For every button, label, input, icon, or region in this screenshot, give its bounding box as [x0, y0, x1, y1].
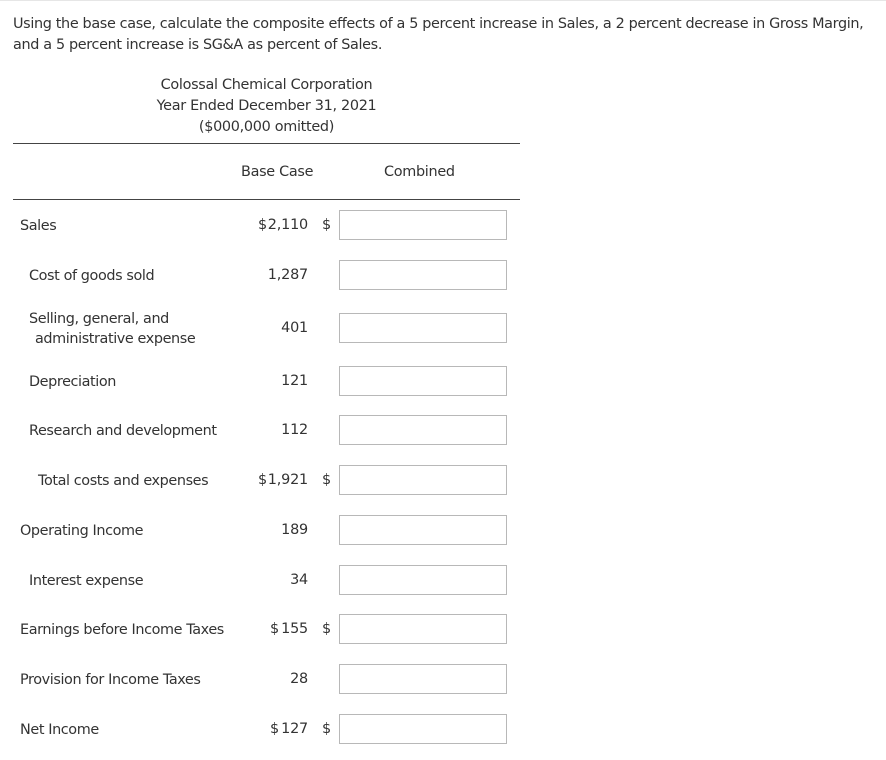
- statement-header: [13, 75, 520, 138]
- row-label-depreciation: Depreciation: [29, 374, 117, 390]
- base-value-operating-income: 189: [281, 522, 308, 538]
- base-value-depreciation: 121: [281, 373, 308, 389]
- row-label-net-income: Net Income: [20, 722, 99, 738]
- input-dollar-sign: $: [322, 621, 332, 637]
- combined-input-sga[interactable]: [339, 313, 507, 343]
- column-header-combined: Combined: [384, 164, 455, 180]
- statement-period: Year Ended December 31, 2021: [156, 98, 377, 114]
- combined-input-depreciation[interactable]: [339, 366, 507, 396]
- combined-input-net-income[interactable]: [339, 714, 507, 744]
- base-value-total-costs: 1,921: [267, 472, 308, 488]
- question-text: Using the base case, calculate the composite effects of a 5 percent increase in Sales, a 2 percent decrease in Gross Margin, and a 5 percent increase is SG&A as percent of Sales.: [13, 16, 864, 53]
- combined-input-rd[interactable]: [339, 415, 507, 445]
- header-rule-top: [13, 143, 520, 144]
- header-rule-bottom: [13, 199, 520, 200]
- company-name: Colossal Chemical Corporation: [160, 77, 373, 93]
- row-label-provision-income-taxes: Provision for Income Taxes: [20, 672, 201, 688]
- input-dollar-sign: $: [322, 472, 332, 488]
- base-dollar-sign: $: [258, 472, 268, 488]
- combined-input-total-costs[interactable]: [339, 465, 507, 495]
- input-dollar-sign: $: [322, 721, 332, 737]
- combined-input-provision-taxes[interactable]: [339, 664, 507, 694]
- row-label-interest-expense: Interest expense: [29, 573, 144, 589]
- base-value-interest-expense: 34: [290, 572, 308, 588]
- base-value-earnings-before-taxes: 155: [281, 621, 308, 637]
- row-label-sales: Sales: [20, 218, 57, 234]
- combined-input-interest-expense[interactable]: [339, 565, 507, 595]
- row-label-research-development: Research and development: [29, 423, 217, 439]
- combined-input-sales[interactable]: [339, 210, 507, 240]
- row-label-sga-line2: administrative expense: [35, 331, 196, 347]
- base-value-provision-taxes: 28: [290, 671, 308, 687]
- column-header-base-case: Base Case: [241, 164, 314, 180]
- row-label-cost-of-goods-sold: Cost of goods sold: [29, 268, 155, 284]
- base-value-sales: 2,110: [267, 217, 308, 233]
- combined-input-operating-income[interactable]: [339, 515, 507, 545]
- input-dollar-sign: $: [322, 217, 332, 233]
- base-value-cogs: 1,287: [267, 267, 308, 283]
- row-label-sga-line1: Selling, general, and: [29, 311, 169, 327]
- base-dollar-sign: $: [270, 721, 280, 737]
- row-label-operating-income: Operating Income: [20, 523, 144, 539]
- base-dollar-sign: $: [270, 621, 280, 637]
- statement-units: ($000,000 omitted): [198, 119, 335, 135]
- base-value-sga: 401: [281, 320, 308, 336]
- base-value-rd: 112: [281, 422, 308, 438]
- base-value-net-income: 127: [281, 721, 308, 737]
- row-label-earnings-before-taxes: Earnings before Income Taxes: [20, 622, 224, 638]
- row-label-total-costs: Total costs and expenses: [38, 473, 209, 489]
- base-dollar-sign: $: [258, 217, 268, 233]
- top-divider: [0, 0, 886, 1]
- combined-input-earnings-before-taxes[interactable]: [339, 614, 507, 644]
- combined-input-cogs[interactable]: [339, 260, 507, 290]
